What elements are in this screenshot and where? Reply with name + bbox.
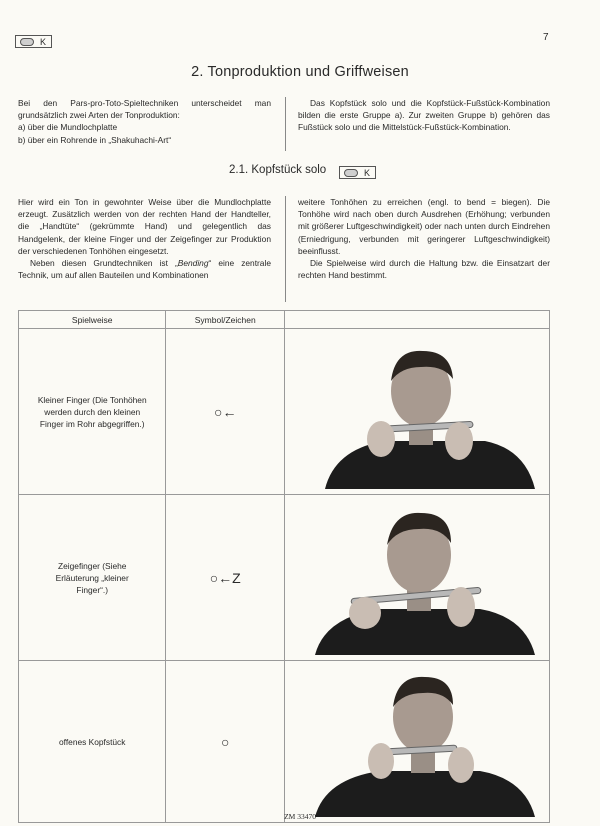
technique-label: Zeigefinger (Siehe Erläuterung „kleiner Finger“.) <box>55 560 129 595</box>
subsection-badge-letter: K <box>364 167 371 178</box>
flute-player-photo-3 <box>285 661 549 817</box>
text-run: Neben diesen Grundtechniken ist „ <box>30 258 178 269</box>
body-right-p2: Die Spielweise wird durch die Haltung bzw. die Einsatzart der rechten Hand bestimmt. <box>298 258 550 281</box>
table-row <box>19 495 550 661</box>
column-divider <box>285 196 286 302</box>
technique-symbol: ○← <box>166 329 285 495</box>
technique-symbol: ○ <box>166 661 285 823</box>
page-footer: ZM 33470 <box>284 812 316 821</box>
intro-left-column <box>18 97 271 146</box>
flute-head-icon <box>20 38 34 46</box>
body-left-p2 <box>18 257 271 281</box>
column-divider <box>285 97 286 151</box>
body-right-p1: weitere Tonhöhen zu erreichen (engl. to bend = biegen). Die Tonhöhe wird nach oben durch Ausdrehen (Erhöhung; verbunden mit größerer Luftgeschwindigkeit) oder nach unten durch Eindrehen (Erniedrigung, verbunden mit geringerer Luftgeschwindigkeit) beeinflusst. <box>298 197 550 256</box>
intro-item-b: b) über ein Rohrende in „Shakuhachi-Art“ <box>18 134 172 145</box>
body-left-p1: Hier wird ein Ton in gewohnter Weise über die Mundlochplatte erzeugt. Zusätzlich werden von der rechten Hand der Handteller, die „Handtüte“ (gekrümmte Hand) und gelegentlich das Handgelenk, der kleine Finger und der Zeigefinger zur Produktion der verschiedenen Tonhöhen eingesetzt. <box>18 197 271 256</box>
technique-symbol: ○←Z <box>166 495 285 661</box>
body-right-column <box>298 196 550 281</box>
flute-player-photo-1 <box>285 329 549 489</box>
flute-head-icon <box>344 169 358 177</box>
header-photo <box>285 311 550 329</box>
subsection-title: 2.1. Kopfstück solo <box>229 164 327 176</box>
intro-right-column <box>298 97 550 134</box>
page-number: 7 <box>543 32 549 43</box>
intro-item-a: a) über die Mundlochplatte <box>18 122 118 133</box>
register-letter: K <box>40 36 47 47</box>
player-photo <box>285 495 550 661</box>
subsection-badge <box>339 166 376 179</box>
player-photo <box>285 661 550 823</box>
flute-player-photo-2 <box>285 495 549 655</box>
emphasis-bending: Bending <box>177 258 209 269</box>
header-spielweise: Spielweise <box>19 311 166 329</box>
player-photo <box>285 329 550 495</box>
intro-text: Bei den Pars-pro-Toto-Spieltechniken unterscheidet man grundsätzlich zwei Arten der Tonproduktion: <box>18 98 271 121</box>
header-symbol: Symbol/Zeichen <box>166 311 285 329</box>
text-run: “ eine zentrale Technik, um auf allen Bauteilen und Kombinationen <box>18 258 271 281</box>
technique-table <box>18 310 550 823</box>
body-left-column <box>18 196 271 281</box>
table-row <box>19 329 550 495</box>
intro-right-text: Das Kopfstück solo und die Kopfstück-Fußstück-Kombination bilden die erste Gruppe a). Zur zweiten Gruppe b) gehören das Fußstück solo und die Mittelstück-Fußstück-Kombination. <box>298 98 550 133</box>
register-badge <box>15 35 52 48</box>
table-header-row <box>19 311 550 329</box>
section-title: 2. Tonproduktion und Griffweisen <box>191 64 409 80</box>
table-row <box>19 661 550 823</box>
technique-label: Kleiner Finger (Die Tonhöhen werden durch den kleinen Finger im Rohr abgegriffen.) <box>37 394 147 429</box>
technique-label: offenes Kopfstück <box>59 736 126 747</box>
